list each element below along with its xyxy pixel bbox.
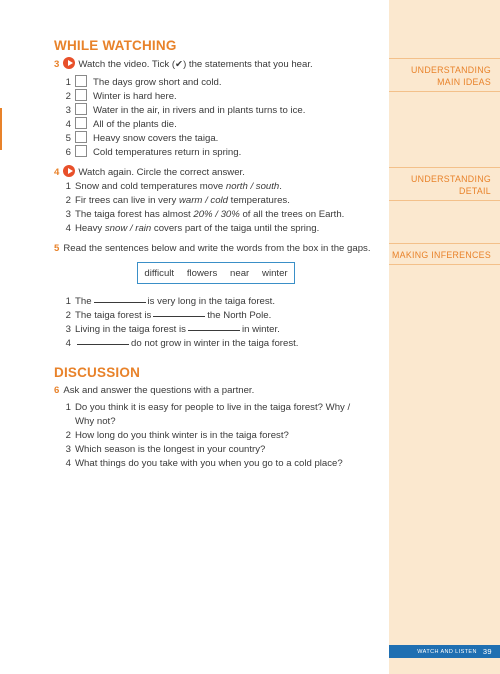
word-option: difficult [144,267,175,279]
q3-item-2: 2 Winter is hard here. [65,91,177,102]
q6-item-1: 1 Do you think it is easy for people to live in the taiga forest? Why / [65,402,351,413]
page-footer [389,645,500,658]
q5-item-4: 4 do not grow in winter in the taiga forest. [65,338,299,349]
q6-item-1-continued: Why not? [75,416,116,427]
tick-checkbox[interactable] [75,117,87,129]
q3-item-3: 3 Water in the air, in rivers and in plants turns to ice. [65,105,306,116]
play-video-icon[interactable] [63,57,75,69]
q3-item-4: 4 All of the plants die. [65,119,177,130]
skill-tag-detail: UNDERSTANDING DETAIL [389,167,500,201]
play-video-icon[interactable] [63,165,75,177]
answer-options[interactable]: snow / rain [104,223,152,234]
tick-checkbox[interactable] [75,131,87,143]
q4-item-1: 1 Snow and cold temperatures move north / south. [65,181,282,192]
word-option: winter [262,267,288,279]
q4-item-4: 4 Heavy snow / rain covers part of the taiga until the spring. [65,223,320,234]
section-heading-discussion: DISCUSSION [54,365,141,380]
q5-item-3: 3 Living in the taiga forest is in winter. [65,324,280,335]
margin-marker [0,108,2,150]
gap-blank[interactable] [188,330,240,331]
word-option: near [230,267,250,279]
question-4-prompt: 4 Watch again. Circle the correct answer. [54,167,245,178]
gap-blank[interactable] [153,316,205,317]
q4-item-2: 2 Fir trees can live in very warm / cold temperatures. [65,195,290,206]
answer-options[interactable]: 20% / 30% [193,209,240,220]
word-option: flowers [186,267,218,279]
question-3-prompt: 3 Watch the video. Tick (✔) the statements that you hear. [54,59,313,70]
q6-item-4: 4 What things do you take with you when you go to a cold place? [65,458,343,469]
tick-checkbox[interactable] [75,89,87,101]
section-heading-while-watching: WHILE WATCHING [54,38,177,53]
tick-checkbox[interactable] [75,103,87,115]
q3-item-5: 5 Heavy snow covers the taiga. [65,133,219,144]
word-box [137,262,295,284]
footer-section-label: WATCH AND LISTEN [417,648,477,655]
gap-blank[interactable] [94,302,146,303]
question-5-prompt: 5 Read the sentences below and write the words from the box in the gaps. [54,243,371,254]
q5-item-1: 1 The is very long in the taiga forest. [65,296,275,307]
page-number: 39 [482,647,492,656]
q3-item-1: 1 The days grow short and cold. [65,77,222,88]
skill-tag-inferences: MAKING INFERENCES [389,243,500,265]
tick-checkbox[interactable] [75,75,87,87]
q3-item-6: 6 Cold temperatures return in spring. [65,147,242,158]
q5-item-2: 2 The taiga forest is the North Pole. [65,310,272,321]
gap-blank[interactable] [77,344,129,345]
q6-item-3: 3 Which season is the longest in your country? [65,444,266,455]
q4-item-3: 3 The taiga forest has almost 20% / 30% of all the trees on Earth. [65,209,345,220]
q6-item-2: 2 How long do you think winter is in the taiga forest? [65,430,289,441]
skill-tag-main-ideas: UNDERSTANDING MAIN IDEAS [389,58,500,92]
tick-checkbox[interactable] [75,145,87,157]
answer-options[interactable]: warm / cold [178,195,229,206]
answer-options[interactable]: north / south [225,181,280,192]
sidebar-panel [389,0,500,674]
question-6-prompt: 6 Ask and answer the questions with a partner. [54,385,255,396]
